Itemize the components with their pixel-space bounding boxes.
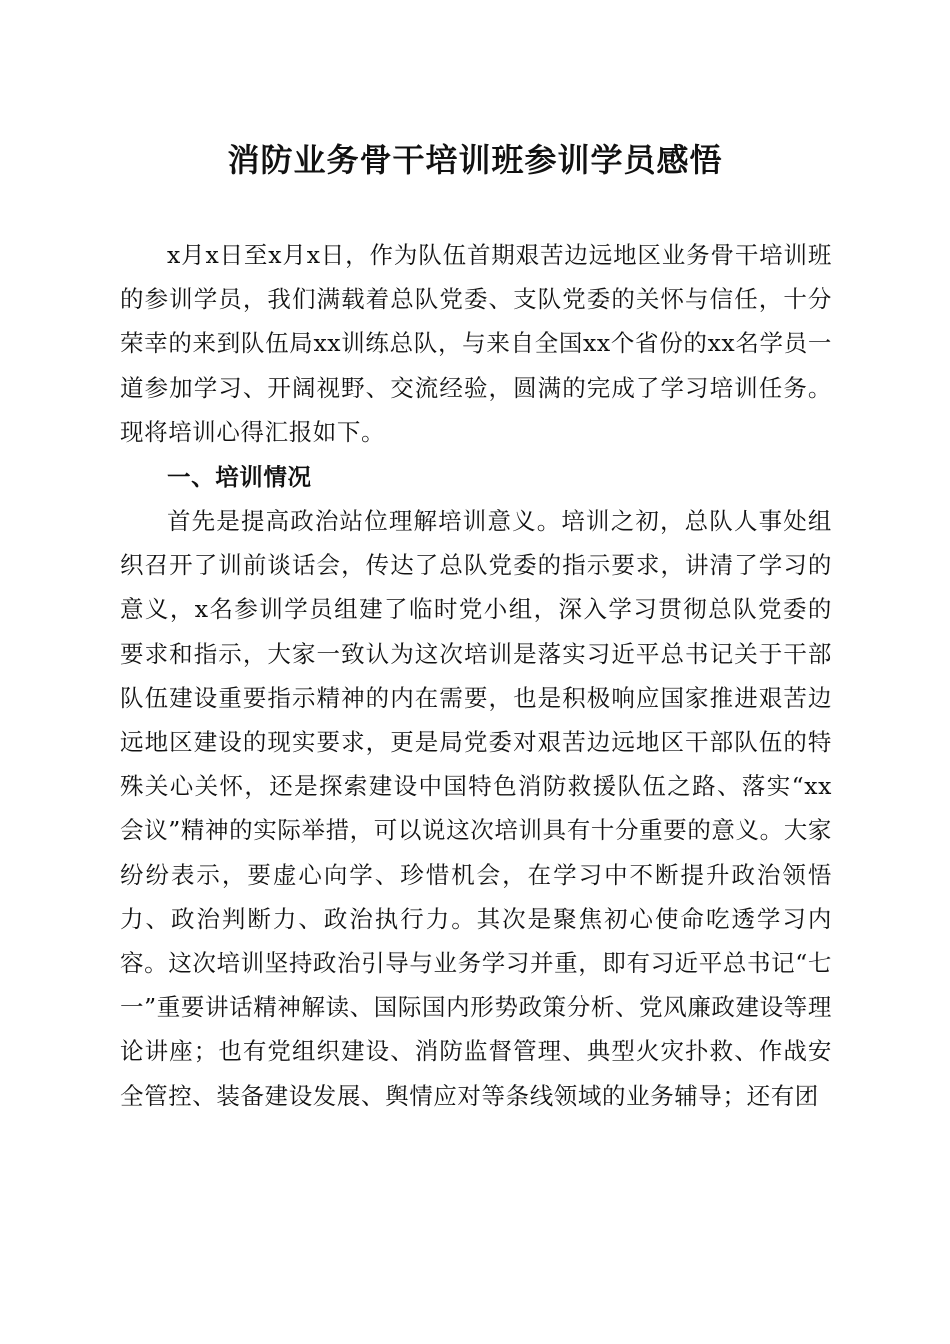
intro-paragraph: x月x日至x月x日，作为队伍首期艰苦边远地区业务骨干培训班的参训学员，我们满载着总队党委、支队党委的关怀与信任，十分荣幸的来到队伍局xx训练总队，与来自全国xx个省份的xx名学员一道参加学习、开阔视野、交流经验，圆满的完成了学习培训任务。现将培训心得汇报如下。 — [120, 241, 832, 446]
training-paragraph: 首先是提高政治站位理解培训意义。培训之初，总队人事处组织召开了训前谈话会，传达了总队党委的指示要求，讲清了学习的意义，x名参训学员组建了临时党小组，深入学习贯彻总队党委的要求和指示，大家一致认为这次培训是落实习近平总书记关于干部队伍建设重要指示精神的内在需要，也是积极响应国家推进艰苦边远地区建设的现实要求，更是局党委对艰苦边远地区干部队伍的特殊关心关怀，还是探索建设中国特色消防救援队伍之路、落实“xx会议”精神的实际举措，可以说这次培训具有十分重要的意义。大家纷纷表示，要虚心向学、珍惜机会，在学习中不断提升政治领悟力、政治判断力、政治执行力。其次是聚焦初心使命吃透学习内容。这次培训坚持政治引导与业务学习并重，即有习近平总书记“七一”重要讲话精神解读、国际国内形势政策分析、党风廉政建设等理论讲座；也有党组织建设、消防监督管理、典型火灾扑救、作战安全管控、装备建设发展、舆情应对等条线领域的业务辅导；还有团 — [120, 507, 832, 1110]
section-heading-training: 一、培训情况 — [167, 463, 312, 491]
document-title: 消防业务骨干培训班参训学员感悟 — [227, 141, 723, 179]
